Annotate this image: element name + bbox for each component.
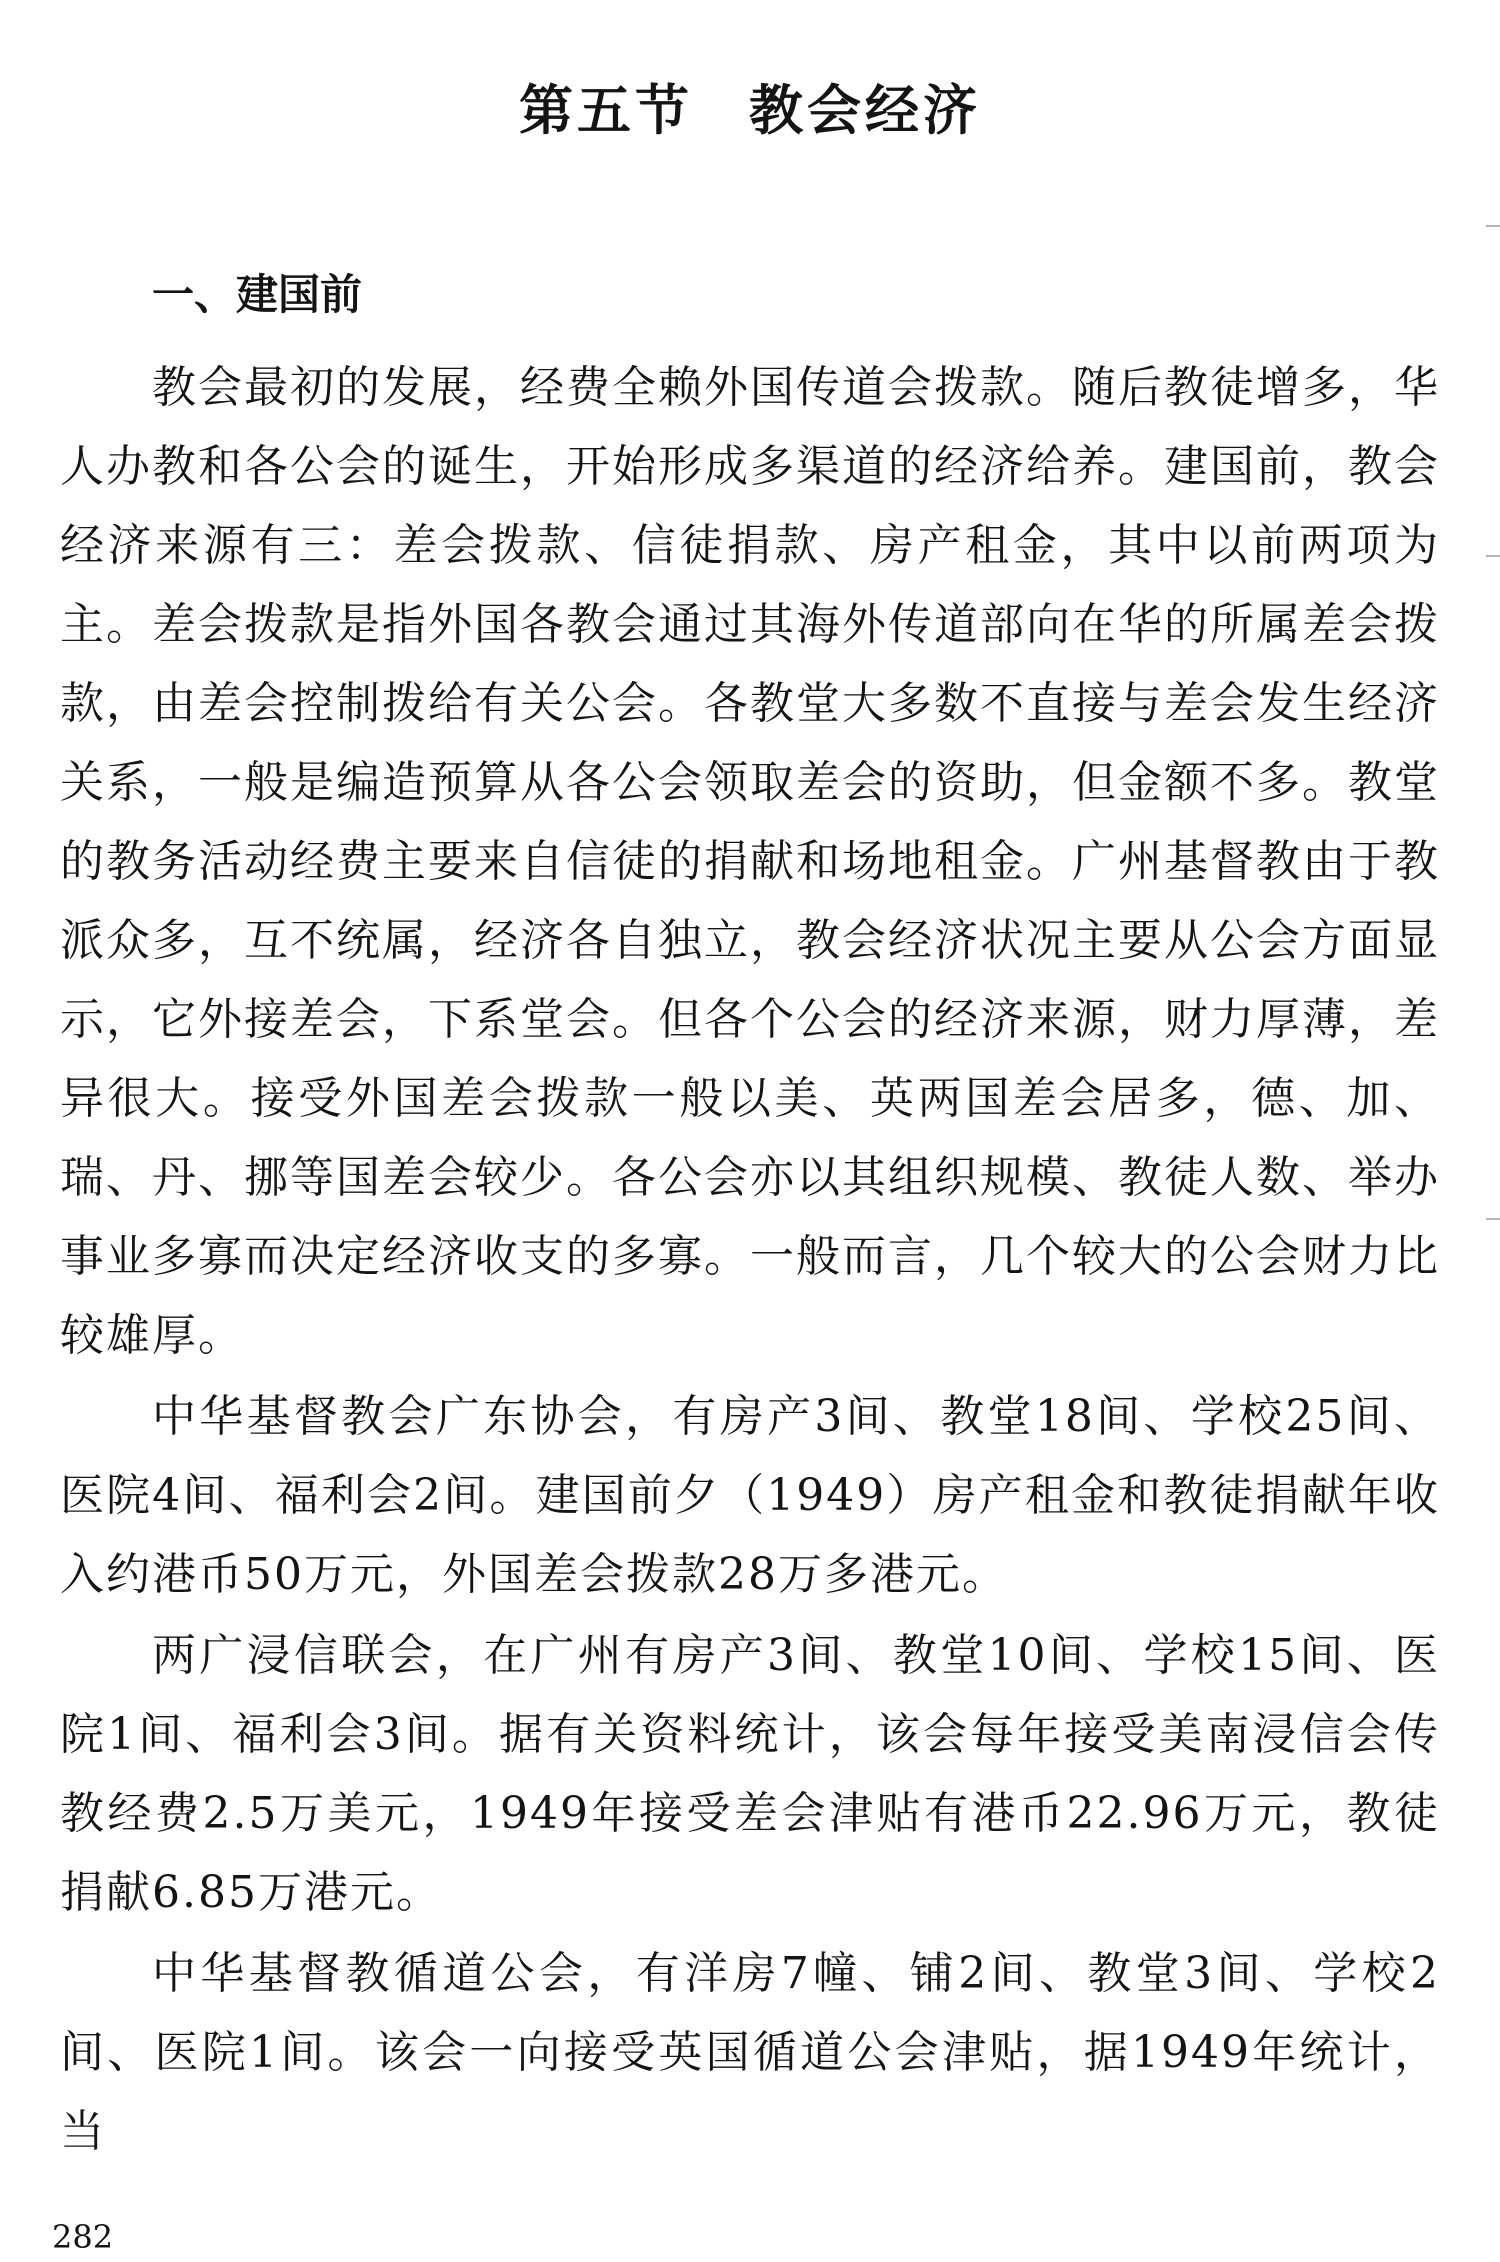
section-heading: 一、建国前 — [152, 270, 363, 319]
margin-mark — [1486, 555, 1500, 557]
chapter-title — [0, 68, 1500, 145]
paragraph-4: 中华基督教循道公会，有洋房7幢、铺2间、教堂3间、学校2间、医院1间。该会一向接受英国循道公会津贴，据1949年统计，当 — [60, 1948, 1440, 2157]
margin-mark — [1486, 225, 1500, 227]
margin-mark — [1486, 1218, 1500, 1220]
chapter-name: 教会经济 — [749, 79, 981, 142]
paragraph-1: 教会最初的发展，经费全赖外国传道会拨款。随后教徒增多，华人办教和各公会的诞生，开始形成多渠道的经济给养。建国前，教会经济来源有三：差会拨款、信徒捐款、房产租金，其中以前两项为主。差会拨款是指外国各教会通过其海外传道部向在华的所属差会拨款，由差会控制拨给有关公会。各教堂大多数不直接与差会发生经济关系，一般是编造预算从各公会领取差会的资助，但金额不多。教堂的教务活动经费主要来自信徒的捐献和场地租金。广州基督教由于教派众多，互不统属，经济各自独立，教会经济状况主要从公会方面显示，它外接差会，下系堂会。但各个公会的经济来源，财力厚薄，差异很大。接受外国差会拨款一般以美、英两国差会居多，德、加、瑞、丹、挪等国差会较少。各公会亦以其组织规模、教徒人数、举办事业多寡而决定经济收支的多寡。一般而言，几个较大的公会财力比较雄厚。 — [60, 362, 1440, 1361]
chapter-number: 第五节 — [519, 79, 693, 142]
body-text — [60, 348, 1440, 2173]
paragraph-2: 中华基督教会广东协会，有房产3间、教堂18间、学校25间、医院4间、福利会2间。建国前夕（1949）房产租金和教徒捐献年收入约港币50万元，外国差会拨款28万多港元。 — [60, 1391, 1440, 1600]
paragraph-3: 两广浸信联会，在广州有房产3间、教堂10间、学校15间、医院1间、福利会3间。据有关资料统计，该会每年接受美南浸信会传教经费2.5万美元，1949年接受差会津贴有港币22.96万元，教徒捐献6.85万港元。 — [60, 1630, 1440, 1918]
page-number: 282 — [52, 2218, 114, 2256]
